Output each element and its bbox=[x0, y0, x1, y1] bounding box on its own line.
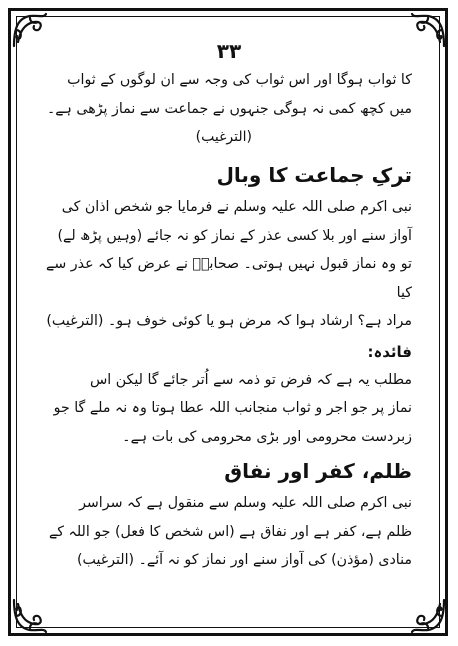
text-line: ظلم ہے، کفر ہے اور نفاق ہے (اس شخص کا فعل) جو اللہ کے bbox=[48, 523, 412, 540]
text-line: تو وہ نماز قبول نہیں ہوتی۔ صحابہؓ نے عرض کیا کہ عذر سے کیا bbox=[46, 256, 412, 301]
faida-label: فائدہ: bbox=[367, 342, 412, 361]
corner-flourish-icon bbox=[10, 10, 50, 50]
section-heading: ظلم، کفر اور نفاق bbox=[224, 459, 412, 483]
corner-flourish-icon bbox=[408, 596, 448, 636]
text-line: منادی (مؤذن) کی آواز سنے اور نماز کو نہ آئے۔ (الترغیب) bbox=[76, 552, 412, 568]
text-line: نبی اکرم صلی اللہ علیہ وسلم سے منقول ہے کہ سراسر bbox=[79, 495, 412, 511]
reference-citation: (الترغیب) bbox=[195, 129, 252, 145]
page-number: ۳۳ bbox=[216, 39, 242, 63]
text-line: نماز پر جو اجر و ثواب منجانب اللہ عطا ہوتا وہ نہ ملے گا جو bbox=[53, 400, 412, 416]
text-line: کا ثواب ہوگا اور اس ثواب کی وجہ سے ان لوگوں کے ثواب bbox=[67, 72, 412, 88]
text-line: نبی اکرم صلی اللہ علیہ وسلم نے فرمایا جو شخص اذان کی bbox=[61, 199, 412, 215]
text-line: مطلب یہ ہے کہ فرض تو ذمہ سے اُتر جائے گا لیکن اس bbox=[89, 371, 412, 388]
text-line: زبردست محرومی اور بڑی محرومی کی بات ہے۔ bbox=[122, 428, 412, 445]
text-line: مراد ہے؟ ارشاد ہوا کہ مرض ہو یا کوئی خوف ہو۔ (الترغیب) bbox=[46, 313, 412, 329]
section-heading: ترکِ جماعت کا وبال bbox=[216, 163, 412, 187]
page-content bbox=[46, 38, 412, 606]
corner-flourish-icon bbox=[10, 596, 50, 636]
corner-flourish-icon bbox=[408, 10, 448, 50]
text-line: میں کچھ کمی نہ ہوگی جنہوں نے جماعت سے نماز پڑھی ہے۔ bbox=[46, 100, 412, 117]
text-line: آواز سنے اور بلا کسی عذر کے نماز کو نہ جائے (وہیں پڑھ لے) bbox=[57, 227, 412, 244]
